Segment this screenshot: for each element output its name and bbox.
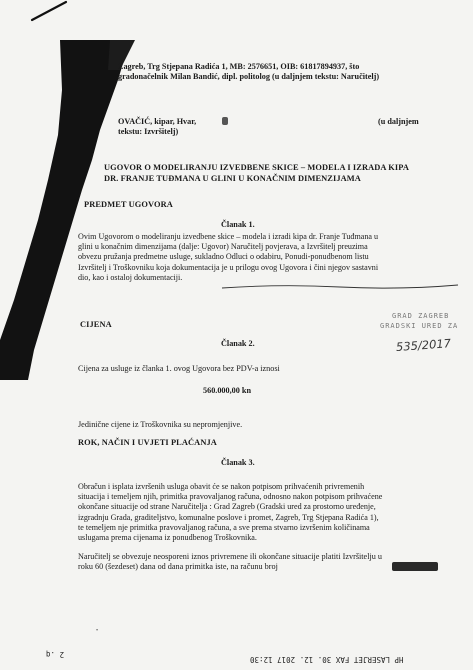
page-mark: 2 .q bbox=[46, 650, 65, 659]
redaction-band bbox=[0, 40, 140, 380]
redaction-account-number bbox=[392, 562, 438, 571]
header-line-4: tekstu: Izvršitelj) bbox=[118, 127, 179, 136]
header-line-3-right: (u daljnjem bbox=[378, 117, 419, 126]
clanak-1-heading: Članak 1. bbox=[221, 220, 255, 229]
section-heading-rok: ROK, NAČIN I UVJETI PLAĆANJA bbox=[78, 438, 217, 447]
stamp-line-2: GRADSKI URED ZA bbox=[380, 322, 459, 330]
fax-header: HP LASERJET FAX 30. 12. 2017 12:30 bbox=[250, 655, 404, 664]
clanak-3-paragraph-2-line-1: Naručitelj se obvezuje neosporeni iznos privremene ili okončane situacije platiti Izvršitelju u bbox=[78, 552, 382, 561]
clanak-2-text: Cijena za usluge iz članka 1. ovog Ugovora bez PDV-a iznosi bbox=[78, 364, 280, 373]
clanak-3-paragraph-1 bbox=[78, 482, 440, 543]
clanak-1-line: obvezu pružanja predmetne usluge, sukladno Odluci o odabiru, Ponudi-ponudbenom listu bbox=[78, 252, 369, 262]
clanak-1-body bbox=[78, 232, 438, 283]
pen-underline bbox=[220, 282, 460, 292]
clanak-3-line: uslugama prema cijenama iz ponudbenog Troškovnika. bbox=[78, 533, 257, 543]
clanak-3-line: te temeljem nje primitka pravovaljanog računa, a sve prema stvarno izvršenim količinama bbox=[78, 522, 370, 532]
header-line-3: OVAČIĆ, kipar, Hvar, bbox=[118, 117, 197, 126]
header-line-2: gradonačelnik Milan Bandić, dipl. politolog (u daljnjem tekstu: Naručitelj) bbox=[118, 72, 380, 81]
section-heading-cijena: CIJENA bbox=[80, 320, 112, 329]
clanak-1-line: glini u konačnim dimenzijama (dalje: Ugovor) Naručitelj povjerava, a Izvršitelj preuzima bbox=[78, 242, 368, 252]
clanak-3-heading: Članak 3. bbox=[221, 458, 255, 467]
contract-title-line-1: UGOVOR O MODELIRANJU IZVEDBENE SKICE – MODELA I IZRADA KIPA bbox=[104, 163, 410, 172]
header-line-1: Zagreb, Trg Stjepana Radića 1, MB: 2576651, OIB: 61817894937, što bbox=[118, 62, 360, 71]
clanak-1-line: Ovim Ugovorom o modeliranju izvedbene skice – modela i izradi kipa dr. Franje Tuđmana u bbox=[78, 232, 379, 241]
pen-stroke-mark bbox=[30, 0, 70, 22]
clanak-2-note: Jedinične cijene iz Troškovnika su nepromjenjive. bbox=[78, 420, 243, 429]
clanak-3-line: okončane situacije od strane Naručitelja : Grad Zagreb (Gradski ured za prostorno uređenje, bbox=[78, 502, 376, 512]
clanak-2-amount: 560.000,00 kn bbox=[203, 386, 251, 395]
handwritten-number: 535/2017 bbox=[395, 336, 452, 354]
stamp-line-1: GRAD ZAGREB bbox=[392, 312, 450, 320]
clanak-3-line: situacija i temeljem njih, primitka pravovaljanog računa, odnosno nakon potpisom prihvaćene bbox=[78, 492, 383, 502]
clanak-3-line: Obračun i isplata izvršenih usluga obavit će se nakon potpisom prihvaćenih privremenih bbox=[78, 482, 365, 491]
clanak-1-line: dio, kao i ostaloj dokumentaciji. bbox=[78, 272, 183, 282]
redaction-mark bbox=[222, 117, 228, 125]
clanak-3-paragraph-2-line-2: roku 60 (šezdeset) dana od dana primitka iste, na računu broj bbox=[78, 562, 278, 571]
contract-title-line-2: DR. FRANJE TUĐMANA U GLINI U KONAČNIM DIMENZIJAMA bbox=[104, 174, 361, 183]
clanak-2-heading: Članak 2. bbox=[221, 339, 255, 348]
clanak-1-line: Izvršitelj i Troškovniku koja dokumentacija je u prilogu ovog Ugovora i čini njegov sastavni bbox=[78, 262, 379, 272]
clanak-3-line: izgradnju Grada, graditeljstvo, komunalne poslove i promet, Zagreb, Trg Stjepana Radića 1), bbox=[78, 512, 379, 522]
section-heading-predmet: PREDMET UGOVORA bbox=[84, 200, 173, 209]
small-mark: • bbox=[96, 628, 99, 634]
